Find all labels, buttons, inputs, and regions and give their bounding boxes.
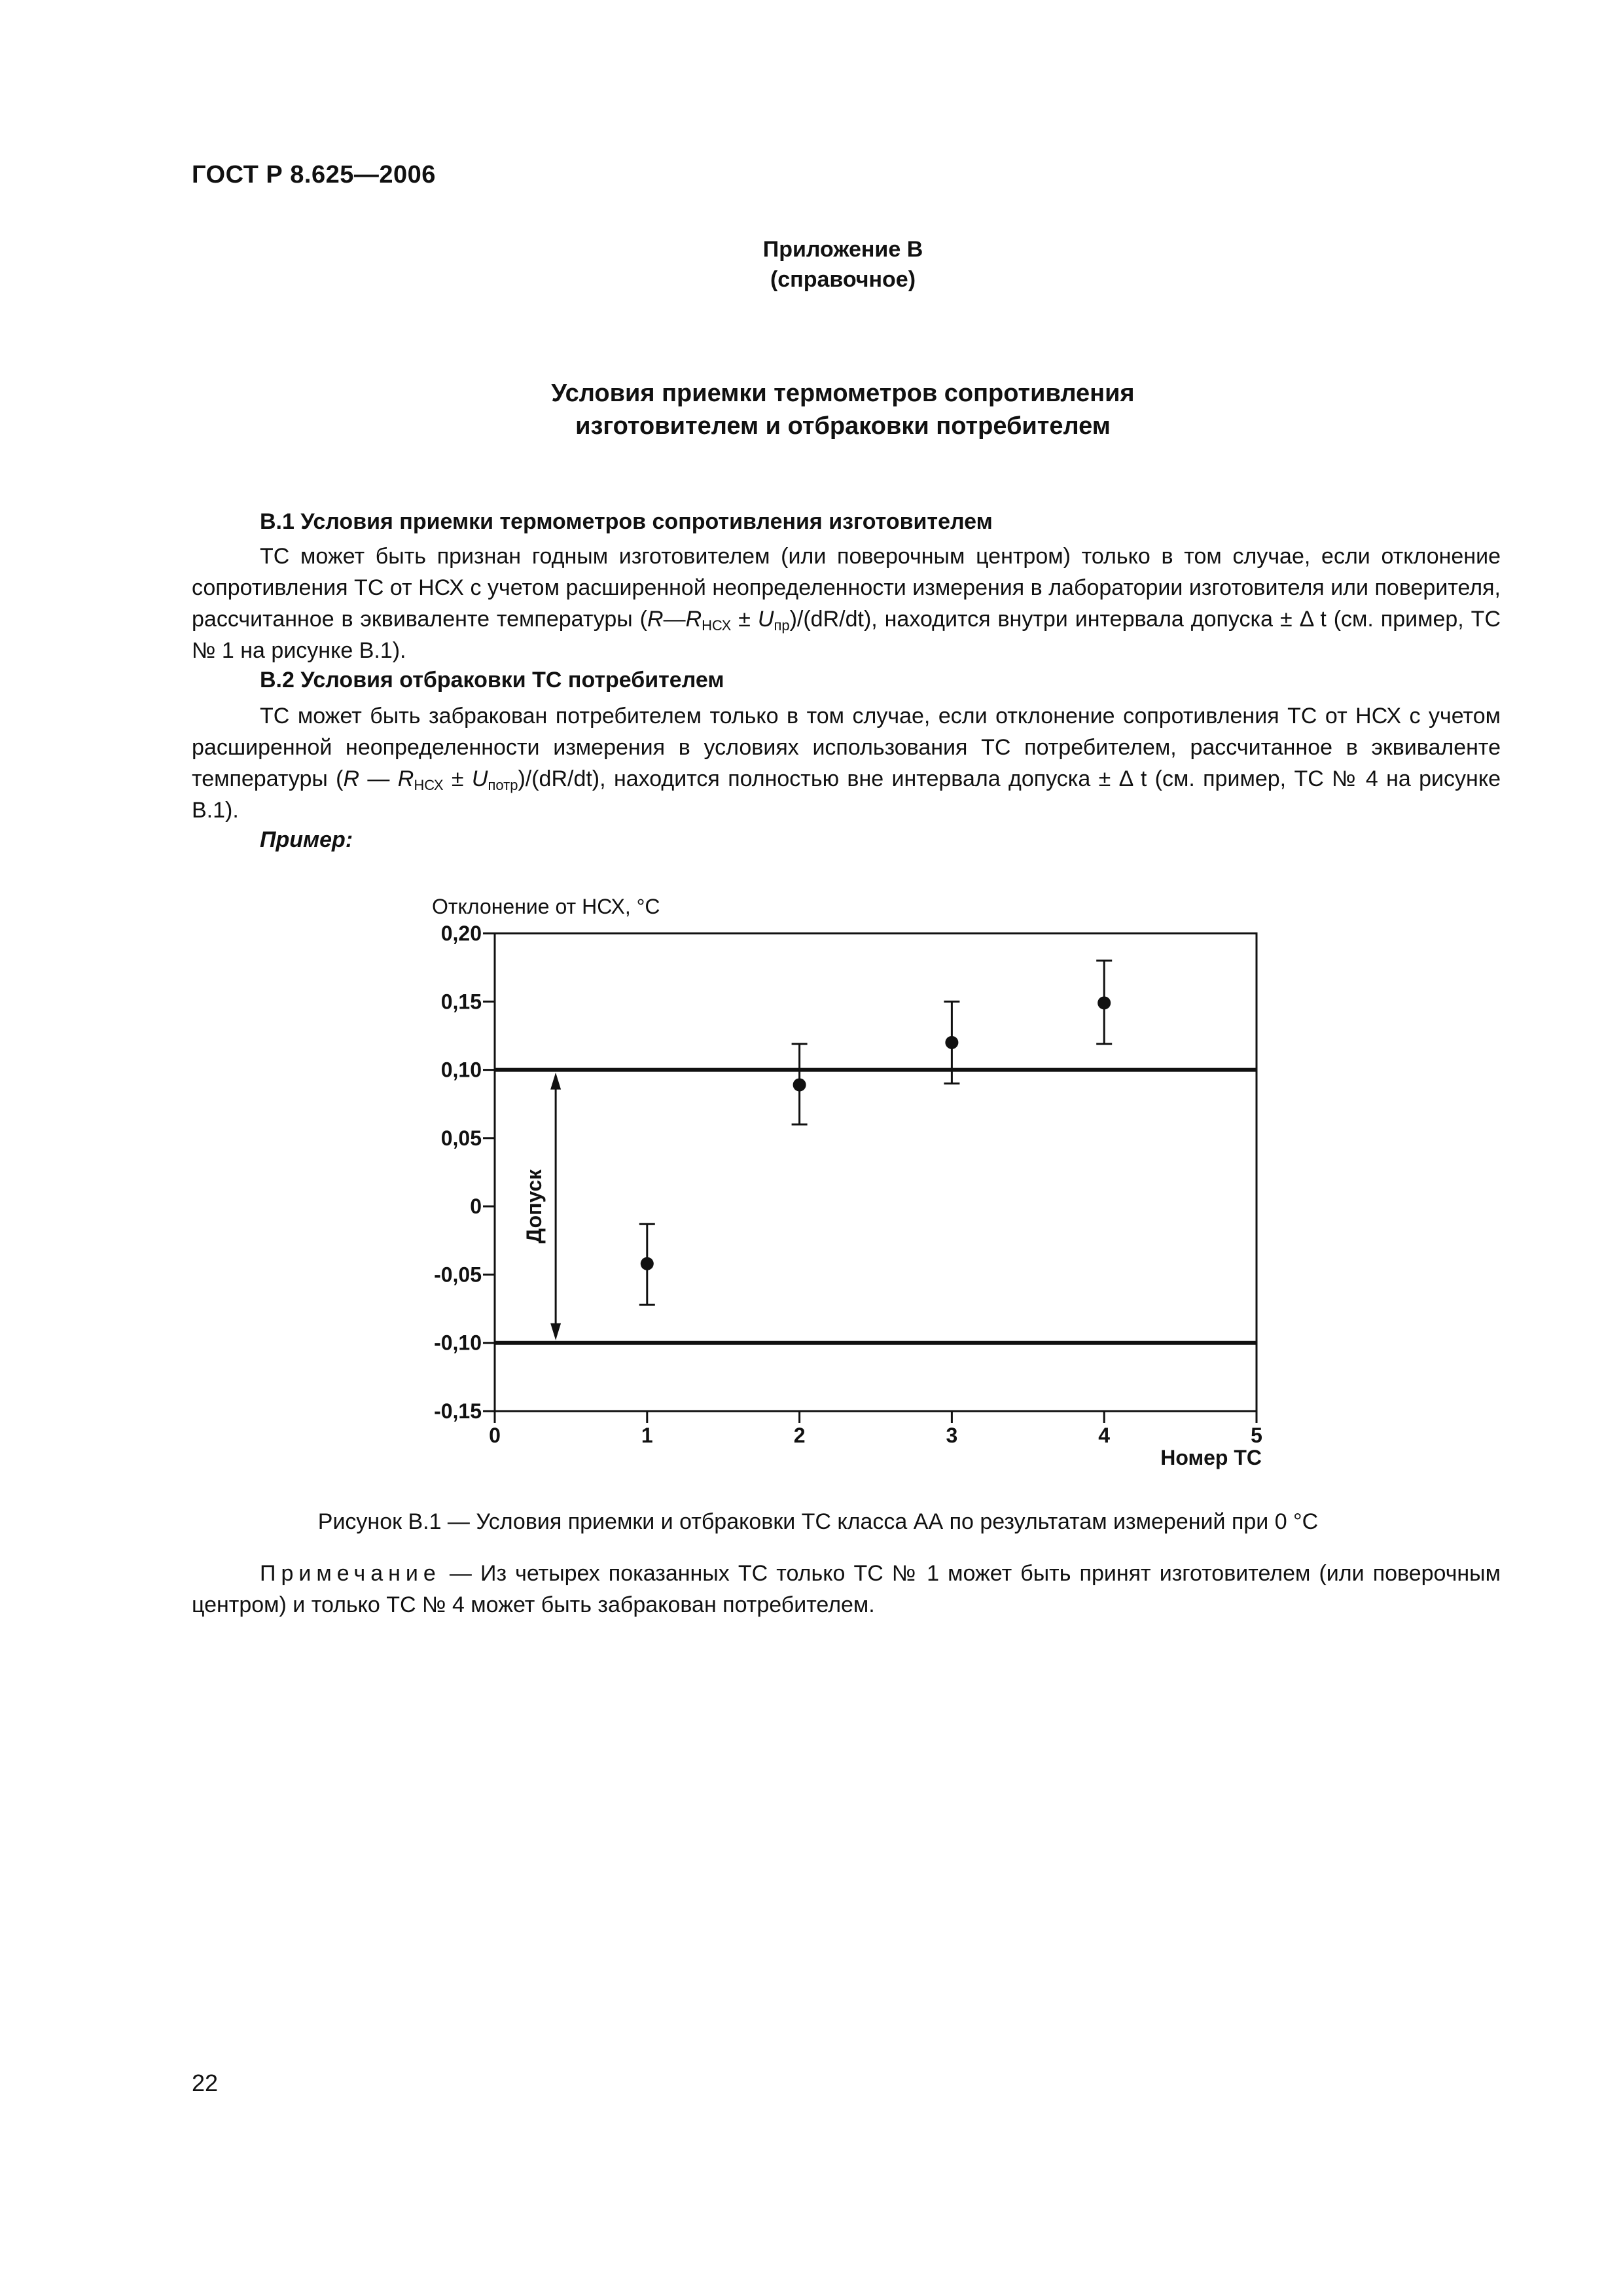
y-tick-label: 0,15 — [440, 990, 482, 1014]
section2-paragraph: ТС может быть забракован потребителем только в том случае, если отклонение сопротивления ТС от НСХ с учетом расширенной неопределенности измерения в условиях использования ТС потребителем, рассчитанное в эквиваленте температуры (R — $R_{НСХ} \pm U_{потр})/(dR/dt)$, находится полностью вне интервала допуска ± Δ t (см. пример, ТС № 4 на рисунке В.1). — [192, 704, 1501, 823]
x-axis-label: Номер ТС — [1160, 1446, 1262, 1469]
y-tick-label: 0,05 — [440, 1126, 482, 1150]
figure-caption: Рисунок В.1 — Условия приемки и отбраковки ТС класса АА по результатам измерений при 0 °С — [317, 1509, 1319, 1534]
x-tick-label: 2 — [793, 1424, 806, 1447]
tolerance-arrow-down — [550, 1323, 561, 1340]
page-number: 22 — [192, 2070, 219, 2096]
data-point — [793, 1079, 806, 1092]
x-tick-label: 3 — [946, 1424, 958, 1447]
annex-type: (справочное) — [770, 267, 916, 292]
x-tick-label: 5 — [1251, 1424, 1262, 1447]
annex-title-line2: изготовителем и отбраковки потребителем — [575, 412, 1111, 440]
plot-frame — [495, 933, 1257, 1411]
section1-paragraph: ТС может быть признан годным изготовителем (или поверочным центром) только в том случае, если отклонение сопротивления ТС от НСХ с учетом расширенной неопределенности измерения в лаборатории изготовителя или поверителя, рассчитанное в эквиваленте температуры $(R—R_{НСХ} \pm U_{пр})/(dR/dt)$, находится внутри интервала допуска ± Δ t (см. пример, ТС № 1 на рисунке В.1). — [192, 544, 1501, 663]
y-tick-label: -0,15 — [434, 1399, 482, 1423]
y-tick-label: 0,20 — [440, 922, 482, 945]
y-tick-label: -0,10 — [434, 1331, 482, 1355]
x-tick-label: 4 — [1098, 1424, 1111, 1447]
data-point — [641, 1257, 654, 1270]
note-text: — Из четырех показанных ТС только ТС № 1 может быть принят изготовителем (или поверочным центром) и только ТС № 4 может быть забракован потребителем. — [192, 1561, 1501, 1617]
section1-heading: В.1 Условия приемки термометров сопротивления изготовителем — [260, 509, 993, 534]
document-code: ГОСТ Р 8.625—2006 — [192, 161, 436, 188]
y-tick-label: 0,10 — [440, 1058, 482, 1082]
y-axis-label: Отклонение от НСХ, °С — [432, 895, 660, 918]
annex-title-line1: Условия приемки термометров сопротивления — [551, 380, 1135, 407]
data-point — [1097, 996, 1111, 1009]
note-label: Примечание — [260, 1561, 441, 1586]
section2-heading: В.2 Условия отбраковки ТС потребителем — [260, 668, 724, 692]
y-tick-label: -0,05 — [434, 1263, 482, 1287]
tolerance-arrow-up — [550, 1073, 561, 1090]
data-point — [945, 1036, 958, 1049]
y-tick-label: 0 — [470, 1194, 482, 1219]
x-tick-label: 1 — [641, 1424, 653, 1447]
example-label: Пример: — [260, 827, 353, 852]
tolerance-label: Допуск — [522, 1169, 546, 1244]
figure-note — [192, 1558, 1501, 1621]
x-tick-label: 0 — [489, 1424, 501, 1447]
annex-label: Приложение В — [762, 237, 923, 262]
